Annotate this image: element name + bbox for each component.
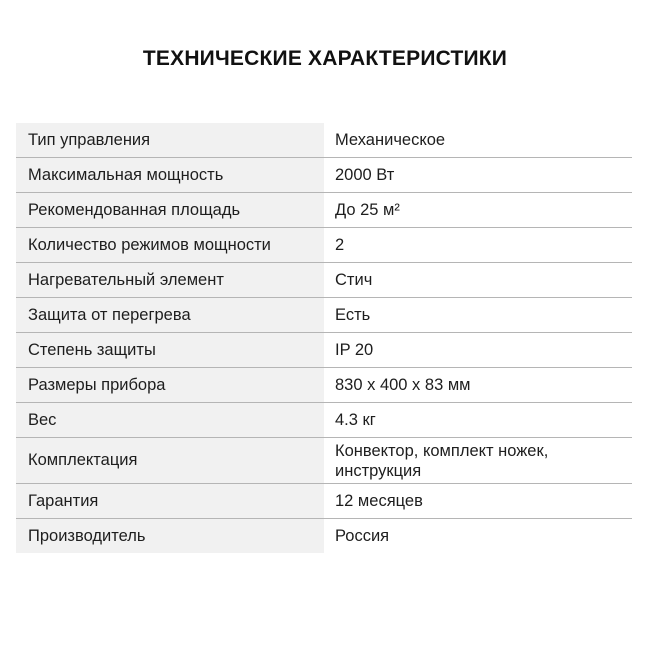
spec-label: Защита от перегрева: [16, 298, 324, 332]
spec-value: 4.3 кг: [335, 411, 376, 429]
table-row: [16, 263, 632, 298]
table-row: [16, 298, 632, 333]
spec-value-text: Конвектор, комплект ножек, инструкция: [335, 441, 549, 480]
table-row: [16, 228, 632, 263]
spec-label: Производитель: [16, 519, 324, 553]
spec-label: Степень защиты: [16, 333, 324, 367]
spec-label: Размеры прибора: [16, 368, 324, 402]
table-row: [16, 123, 632, 158]
spec-value: 12 месяцев: [335, 492, 423, 510]
table-row: [16, 519, 632, 553]
spec-value: IP 20: [335, 341, 374, 359]
spec-value: Механическое: [335, 131, 446, 149]
spec-label: Рекомендованная площадь: [16, 193, 324, 227]
spec-value: Стич: [335, 271, 373, 289]
spec-value: 830 x 400 x 83 мм: [335, 376, 471, 394]
table-row: [16, 158, 632, 193]
spec-value: Россия: [335, 527, 390, 545]
spec-label: Гарантия: [16, 484, 324, 518]
table-row: [16, 333, 632, 368]
spec-value: 2: [335, 236, 345, 254]
table-row: [16, 368, 632, 403]
spec-value: [324, 438, 632, 483]
spec-value: Есть: [335, 306, 371, 324]
spec-value: 2000 Вт: [335, 166, 395, 184]
table-row: [16, 484, 632, 519]
spec-table: [16, 123, 632, 553]
spec-label: Комплектация: [16, 438, 324, 483]
spec-label: Вес: [16, 403, 324, 437]
table-row: [16, 403, 632, 438]
spec-label: Максимальная мощность: [16, 158, 324, 192]
table-row: [16, 438, 632, 484]
spec-label: Нагревательный элемент: [16, 263, 324, 297]
spec-value: До 25 м²: [335, 201, 400, 219]
spec-label: Количество режимов мощности: [16, 228, 324, 262]
page-title: ТЕХНИЧЕСКИЕ ХАРАКТЕРИСТИКИ: [142, 47, 508, 70]
spec-label: Тип управления: [16, 123, 324, 157]
table-row: [16, 193, 632, 228]
